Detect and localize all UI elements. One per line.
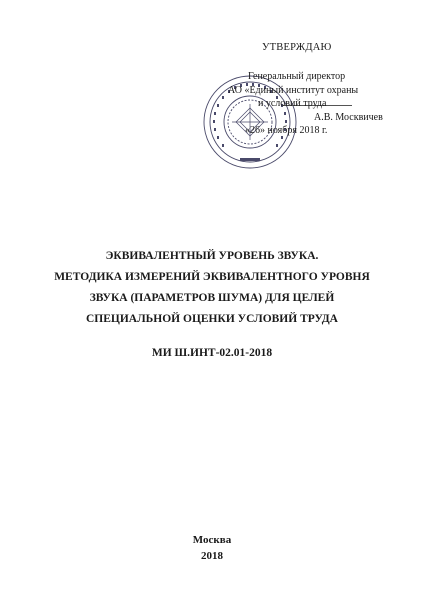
title-line-3: ЗВУКА (ПАРАМЕТРОВ ШУМА) ДЛЯ ЦЕЛЕЙ xyxy=(89,292,335,304)
approval-date: «26» ноября 2018 г. xyxy=(245,125,328,136)
document-code: МИ Ш.ИНТ-02.01-2018 xyxy=(151,347,273,359)
approver-position: Генеральный директор xyxy=(248,71,346,82)
title-line-4: СПЕЦИАЛЬНОЙ ОЦЕНКИ УСЛОВИЙ ТРУДА xyxy=(86,313,338,325)
approval-heading: УТВЕРЖДАЮ xyxy=(262,42,332,53)
footer xyxy=(0,532,424,564)
footer-year: 2018 xyxy=(201,550,223,562)
approval-block xyxy=(228,70,383,138)
title-line-2: МЕТОДИКА ИЗМЕРЕНИЙ ЭКВИВАЛЕНТНОГО УРОВНЯ xyxy=(54,271,370,283)
organization-name-line2: и условий труда xyxy=(258,98,327,109)
approver-name: А.В. Москвичев xyxy=(314,111,383,123)
title-line-1: ЭКВИВАЛЕНТНЫЙ УРОВЕНЬ ЗВУКА. xyxy=(105,250,319,262)
organization-name-line1: АО «Единый институт охраны xyxy=(228,84,359,96)
document-title xyxy=(0,246,424,330)
footer-city: Москва xyxy=(192,534,232,546)
